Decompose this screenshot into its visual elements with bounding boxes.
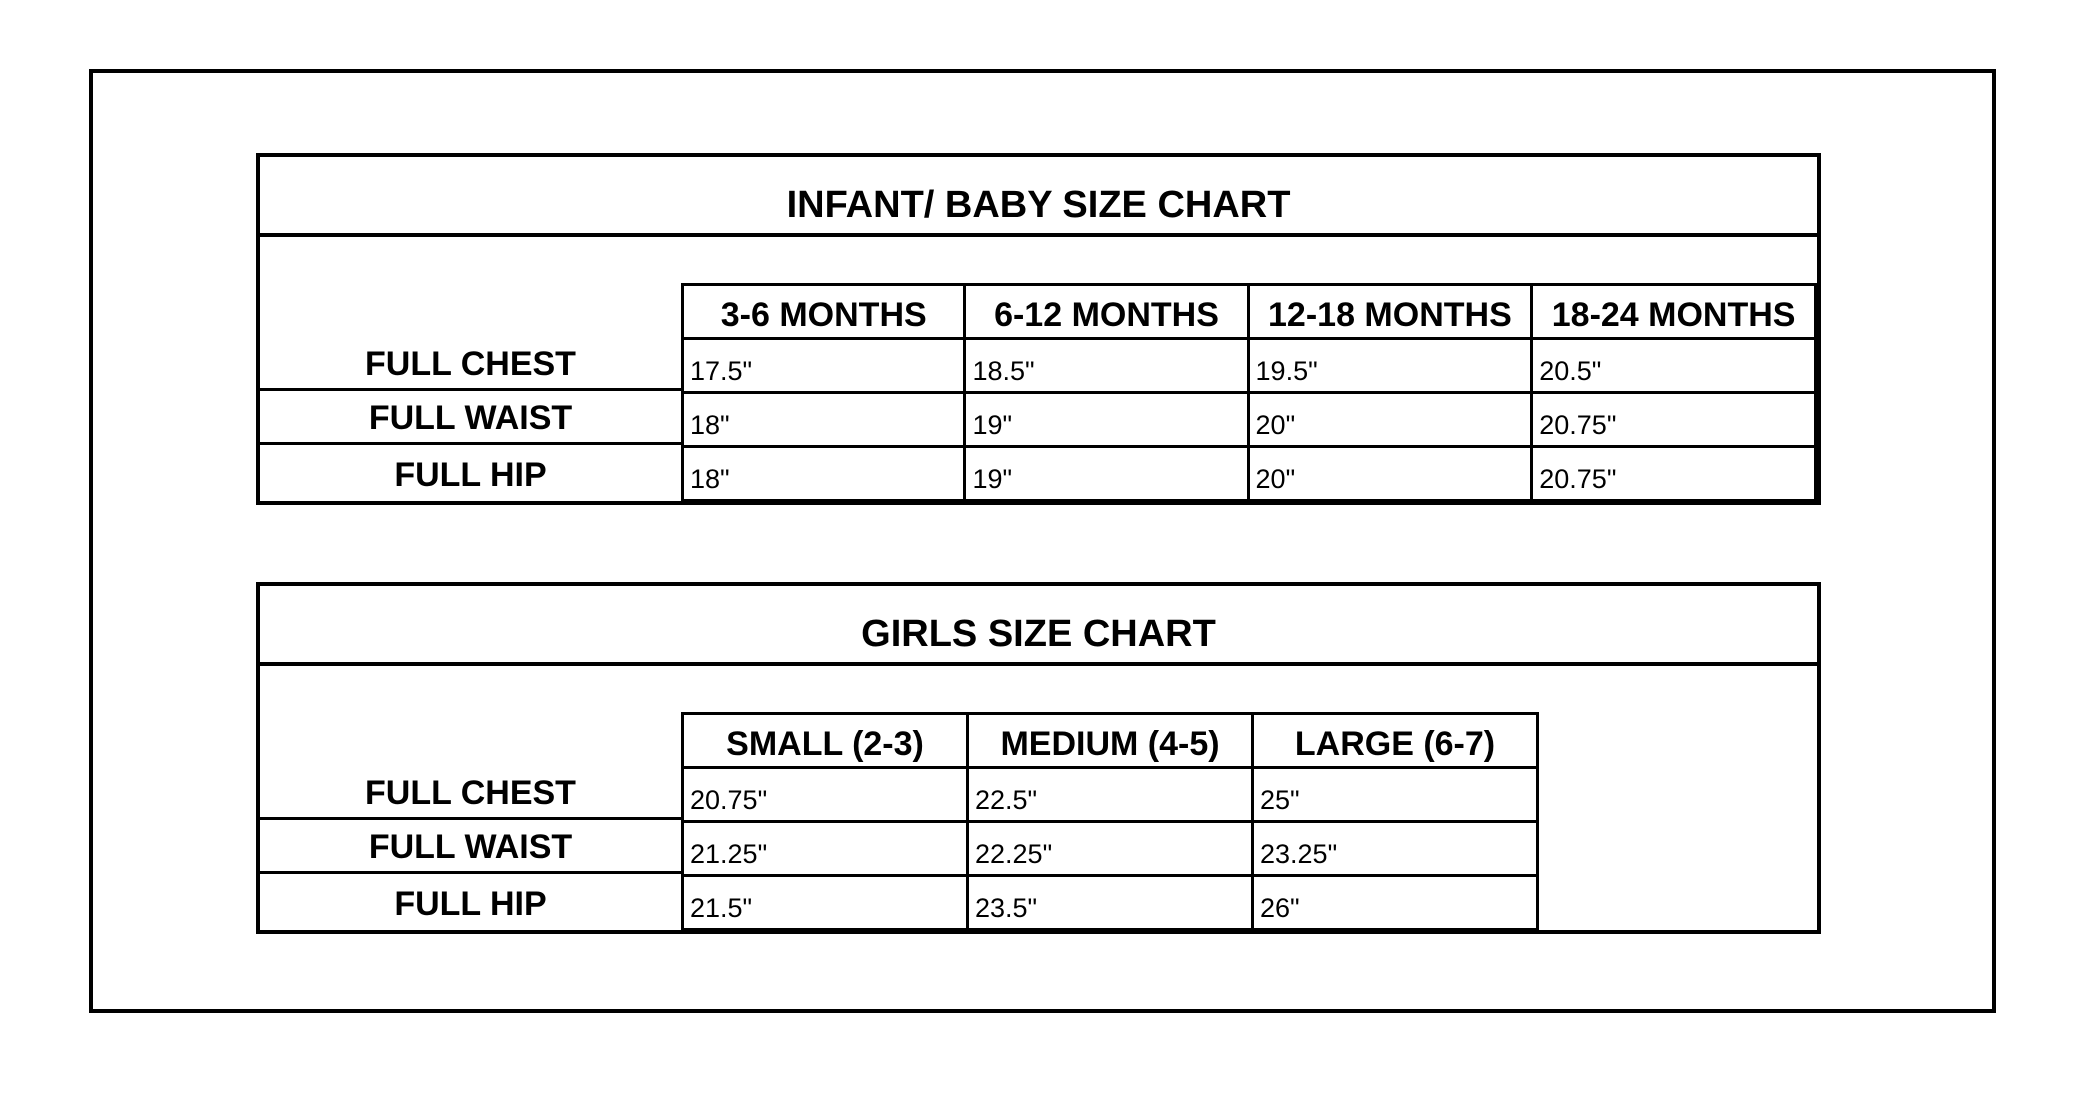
row-label-full-waist: FULL WAIST <box>260 820 681 874</box>
table-cell: 18" <box>683 447 965 501</box>
table-cell: 19" <box>965 447 1248 501</box>
girls-size-table <box>681 712 1539 931</box>
infant-row-labels <box>260 337 681 499</box>
table-cell: 26" <box>1253 876 1538 930</box>
table-row <box>683 876 1538 930</box>
infant-size-table <box>681 283 1817 502</box>
row-label-full-hip: FULL HIP <box>394 885 547 923</box>
column-header: MEDIUM (4-5) <box>968 714 1253 768</box>
row-label-full-chest: FULL CHEST <box>260 766 681 820</box>
table-row <box>683 447 1816 501</box>
table-cell: 20.75" <box>1532 393 1816 447</box>
row-label-full-chest: FULL CHEST <box>260 337 681 391</box>
infant-size-chart <box>256 153 1821 505</box>
table-row <box>683 339 1816 393</box>
row-label-full-waist: FULL WAIST <box>260 391 681 445</box>
table-cell: 19.5" <box>1248 339 1532 393</box>
infant-chart-title: INFANT/ BABY SIZE CHART <box>260 157 1817 237</box>
table-cell: 18" <box>683 393 965 447</box>
column-header: LARGE (6-7) <box>1253 714 1538 768</box>
table-cell: 17.5" <box>683 339 965 393</box>
table-cell: 22.5" <box>968 768 1253 822</box>
table-cell: 20.75" <box>683 768 968 822</box>
table-row <box>683 768 1538 822</box>
column-header: SMALL (2-3) <box>683 714 968 768</box>
table-cell: 22.25" <box>968 822 1253 876</box>
girls-chart-title: GIRLS SIZE CHART <box>260 586 1817 666</box>
table-cell: 23.5" <box>968 876 1253 930</box>
column-header: 3-6 MONTHS <box>683 285 965 339</box>
table-cell: 20" <box>1248 393 1532 447</box>
table-cell: 21.5" <box>683 876 968 930</box>
table-cell: 20.75" <box>1532 447 1816 501</box>
girls-row-labels <box>260 766 681 928</box>
table-cell: 23.25" <box>1253 822 1538 876</box>
table-header-row <box>683 285 1816 339</box>
table-header-row <box>683 714 1538 768</box>
table-cell: 18.5" <box>965 339 1248 393</box>
table-cell: 20" <box>1248 447 1532 501</box>
table-cell: 19" <box>965 393 1248 447</box>
row-label-full-hip: FULL HIP <box>394 456 547 494</box>
table-cell: 21.25" <box>683 822 968 876</box>
table-cell: 20.5" <box>1532 339 1816 393</box>
table-row <box>683 822 1538 876</box>
column-header: 6-12 MONTHS <box>965 285 1248 339</box>
girls-size-chart <box>256 582 1821 934</box>
column-header: 12-18 MONTHS <box>1248 285 1532 339</box>
table-row <box>683 393 1816 447</box>
column-header: 18-24 MONTHS <box>1532 285 1816 339</box>
table-cell: 25" <box>1253 768 1538 822</box>
